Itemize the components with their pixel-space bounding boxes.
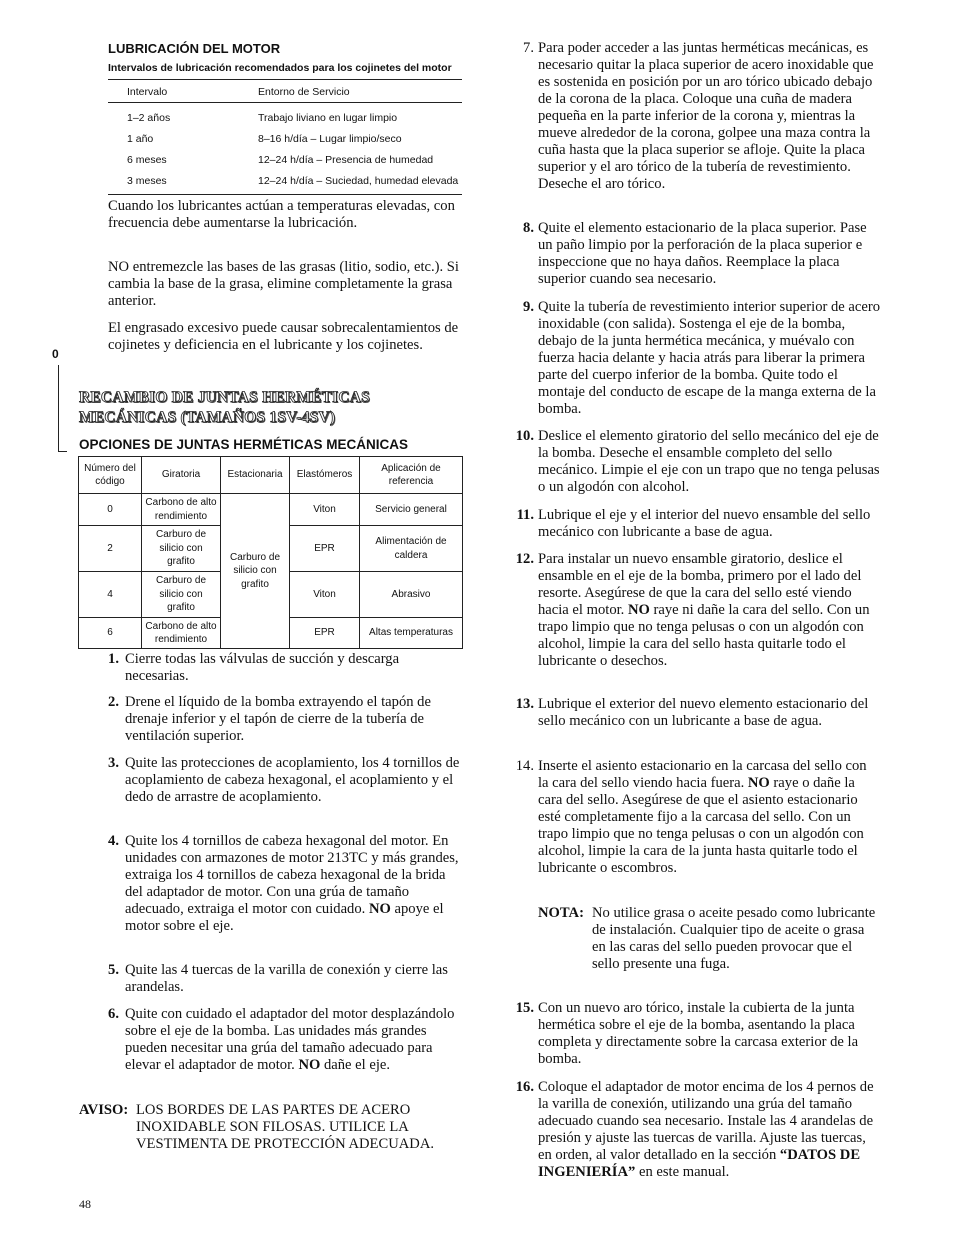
step-text: Quite las 4 tuercas de la varilla de conexión y cierre las arandelas.: [125, 962, 448, 995]
section-title-line: MECÁNICAS (TAMAÑOS 1SV-4SV): [79, 409, 336, 426]
step-text: Lubrique el eje y el interior del nuevo ensamble del sello mecánico con lubricante a base de agua.: [538, 507, 871, 540]
elastomer-cell: Viton: [290, 494, 360, 526]
interval-cell: 6 meses: [127, 154, 167, 166]
step-text: Drene el líquido de la bomba extrayendo el tapón de drenaje inferior y el tapón de cierre de la tubería de ventilación superior.: [125, 694, 431, 744]
elastomer-cell: EPR: [290, 618, 360, 649]
step-item: [79, 962, 465, 996]
step-text: Quite el elemento estacionario de la placa superior. Pase un paño limpio por la perforación de la placa superior e inspeccione que no haya daños. Reemplace la placa superior cuando sea necesario.: [538, 220, 867, 287]
step-item: [510, 40, 880, 193]
step-text-part: dañe el eje.: [320, 1057, 391, 1073]
note-label: NOTA:: [538, 905, 584, 921]
step-item: [510, 507, 880, 541]
interval-cell: 1–2 años: [127, 112, 171, 124]
section-title: [79, 388, 370, 428]
page-number: 48: [79, 1197, 91, 1211]
table-row: [108, 128, 462, 149]
emphasis-no: NO: [627, 602, 650, 618]
interval-cell: 1 año: [127, 133, 154, 145]
service-cell: Trabajo liviano en lugar limpio: [258, 112, 398, 124]
step-number: 13.: [515, 696, 534, 712]
step-text: [125, 1006, 465, 1074]
step-text: Quite las protecciones de acoplamiento, los 4 tornillos de acoplamiento de cabeza hexagonal, el acoplamiento y el dedo de arrastre de acoplamiento.: [125, 755, 460, 805]
step-number: 15.: [515, 1000, 534, 1016]
step-text-part: Inserte el asiento estacionario en la carcasa del sello con la cara del sello viendo hacia fuera.: [538, 758, 867, 791]
step-item: [510, 220, 880, 288]
table-row: [79, 494, 463, 526]
service-cell: 8–16 h/día – Lugar limpio/seco: [258, 133, 402, 145]
step-number: 3.: [108, 755, 119, 771]
interval-cell: 3 meses: [108, 170, 239, 195]
step-number: 10.: [515, 428, 534, 444]
column-header-service: Entorno de Servicio: [239, 80, 462, 103]
step-number: 8.: [523, 220, 534, 236]
elastomer-cell: EPR: [290, 526, 360, 572]
step-text: Cierre todas las válvulas de succión y descarga necesarias.: [125, 651, 400, 684]
rotary-cell: Carbono de alto rendimiento: [142, 618, 221, 649]
rotary-cell: Carburo de silicio con grafito: [142, 526, 221, 572]
code-cell: 4: [79, 572, 142, 618]
warning-label: AVISO:: [79, 1102, 129, 1118]
step-item: [510, 1079, 880, 1181]
paragraph-overgreasing: El engrasado excesivo puede causar sobrecalentamientos de cojinetes y deficiencia en el lubricante y los cojinetes.: [108, 320, 459, 353]
step-text: Lubrique el exterior del nuevo elemento estacionario del sello mecánico con un lubricante a base de agua.: [538, 696, 869, 729]
column-header-rotary: Giratoria: [142, 457, 221, 494]
paragraph-grease-bases: NO entremezcle las bases de las grasas (litio, sodio, etc.). Si cambia la base de la grasa, elimine completamente la grasa anterior.: [108, 259, 459, 309]
table-header-row: [79, 457, 463, 494]
application-cell: Abrasivo: [360, 572, 463, 618]
service-cell: 12–24 h/día – Presencia de humedad: [258, 154, 434, 166]
step-number: 6.: [108, 1006, 119, 1022]
step-item: [510, 428, 880, 496]
step-text: [538, 551, 880, 670]
step-number: 2.: [108, 694, 119, 710]
emphasis-no: “DATOS DE INGENIERÍA”: [538, 1147, 861, 1180]
lubrication-table: [108, 79, 462, 195]
table-row: [108, 149, 462, 170]
code-cell: 6: [79, 618, 142, 649]
step-item: [510, 1000, 880, 1068]
step-number: 5.: [108, 962, 119, 978]
elastomer-cell: Viton: [290, 572, 360, 618]
step-text-part: en este manual.: [635, 1164, 730, 1180]
warning-text: LOS BORDES DE LAS PARTES DE ACERO INOXIDABLE SON FILOSAS. UTILICE LA VESTIMENTA DE PROTECCIÓN ADECUADA.: [136, 1102, 435, 1152]
section-title-line: RECAMBIO DE JUNTAS HERMÉTICAS: [79, 389, 371, 406]
step-number: 14.: [515, 758, 534, 774]
step-text-part: Quite con cuidado el adaptador del motor desplazándolo sobre el eje de la bomba. Las unidades más grandes pueden necesitar una grúa del tamaño adecuado para elevar el adaptador de motor.: [125, 1006, 455, 1073]
step-text-part: Coloque el adaptador de motor encima de los 4 pernos de la varilla de conexión, utilizando una grúa del tamaño adecuado cuando sea necesario. Instale las 4 arandelas de presión y ajuste las tuercas de varilla. Ajuste las tuercas, en orden, al valor detallado en la sección: [538, 1079, 874, 1163]
step-text: [538, 1079, 880, 1181]
service-cell: 12–24 h/día – Suciedad, humedad elevada: [239, 170, 462, 195]
options-title: OPCIONES DE JUNTAS HERMÉTICAS MECÁNICAS: [79, 437, 409, 452]
step-item: [510, 696, 880, 730]
step-text-part: raye o dañe la cara del sello. Asegúrese de que el asiento estacionario esté completamente fijo a la carcasa del sello. Con un trapo limpio que no tenga pelusas o con un algodón con alcohol, limpie la cara de la junta hasta quitarle todo el lubricante o escombros.: [538, 775, 864, 876]
step-item: [79, 694, 465, 745]
application-cell: Altas temperaturas: [360, 618, 463, 649]
table-header-row: [108, 80, 462, 103]
step-text: [125, 833, 465, 935]
step-number: 1.: [108, 651, 119, 667]
application-cell: Alimentación de caldera: [360, 526, 463, 572]
rotary-cell: Carbono de alto rendimiento: [142, 494, 221, 526]
lubrication-title: LUBRICACIÓN DEL MOTOR: [108, 41, 281, 56]
step-text-part: raye ni dañe la cara del sello. Con un trapo limpio que no tenga pelusas o con un algodón con alcohol, limpie la cara del sello hasta quitarle todo el lubricante o desechos.: [538, 602, 870, 669]
step-text-part: Quite los 4 tornillos de cabeza hexagonal del motor. En unidades con armazones de motor 213TC y más grandes, extraiga los 4 tornillos de cabeza hexagonal de la brida del adaptador de motor. Con una grúa de tamaño adecuado, extraiga el motor con cuidado.: [125, 833, 459, 917]
step-item: [79, 1006, 465, 1074]
step-text-part: apoye el motor sobre el eje.: [125, 901, 444, 934]
column-header-stationary: Estacionaria: [221, 457, 290, 494]
stationary-cell: Carburo de silicio con grafito: [221, 494, 290, 649]
step-number: 11.: [516, 507, 534, 523]
emphasis-no: NO: [368, 901, 391, 917]
step-text-part: Para instalar un nuevo ensamble giratorio, deslice el ensamble en el eje de la bomba, primero por el lado del resorte. Asegúrese de que la cara del sello esté viendo hacia el motor.: [538, 551, 862, 618]
code-cell: 0: [79, 494, 142, 526]
column-header-code: Número del código: [79, 457, 142, 494]
code-cell: 2: [79, 526, 142, 572]
step-item: [510, 299, 880, 418]
seal-options-table: [78, 456, 463, 649]
table-row: [108, 170, 462, 195]
step-item: [79, 755, 465, 806]
column-header-application: Aplicación de referencia: [360, 457, 463, 494]
column-header-interval: Intervalo: [108, 80, 239, 103]
application-cell: Servicio general: [360, 494, 463, 526]
step-text: Quite la tubería de revestimiento interior superior de acero inoxidable (con salida). Sostenga el eje de la bomba, debajo de la junta hermética mecánica, y muévalo con fuerza hacia delante y hacia atrás para liberar la primera parte del cuerpo inferior de la bomba. Quite todo el montaje del conducto de escape de la manga externa de la bomba.: [538, 299, 881, 417]
paragraph-temperature: Cuando los lubricantes actúan a temperaturas elevadas, con frecuencia debe aumentarse la lubricación.: [108, 198, 455, 231]
column-header-elastomers: Elastómeros: [290, 457, 360, 494]
step-number: 4.: [108, 833, 119, 849]
step-text: Para poder acceder a las juntas herméticas mecánicas, es necesario quitar la placa superior de acero inoxidable que es sostenida en posición por un aro tórico ubicado debajo de la corona de la placa. Coloque una cuña de madera pequeña en la parte inferior de la corona y, mientras la mueve alrededor de la corona, golpee una maza contra la cuña hasta que la placa superior se afloje. Quite la placa superior y el aro tórico de la tubería de revestimiento. Deseche el aro tórico.: [538, 40, 874, 192]
emphasis-no: NO: [747, 775, 770, 791]
revision-bracket: [58, 365, 67, 452]
step-number: 7.: [523, 40, 534, 56]
step-number: 16.: [515, 1079, 534, 1095]
step-text: Con un nuevo aro tórico, instale la cubierta de la junta hermética sobre el eje de la bomba, asentando la placa completa y directamente sobre la carcasa exterior de la bomba.: [538, 1000, 859, 1067]
note-text: No utilice grasa o aceite pesado como lubricante de instalación. Cualquier tipo de aceite o grasa en las caras del sello pueden provocar que el sello presente una fuga.: [592, 905, 876, 972]
revision-marker: 0: [52, 347, 59, 361]
step-item: [79, 833, 465, 935]
step-item: [510, 758, 880, 877]
lubrication-subtitle: Intervalos de lubricación recomendados para los cojinetes del motor: [108, 62, 452, 74]
step-number: 9.: [523, 299, 534, 315]
step-item: [510, 551, 880, 670]
step-text: Deslice el elemento giratorio del sello mecánico del eje de la bomba. Deseche el ensamble completo del sello mecánico. Limpie el eje con un trapo que no tenga pelusas o un algodón con alcohol.: [538, 428, 880, 495]
step-text: [538, 758, 880, 877]
step-number: 12.: [515, 551, 534, 567]
table-row: [108, 103, 462, 129]
rotary-cell: Carburo de silicio con grafito: [142, 572, 221, 618]
step-item: [79, 651, 465, 685]
emphasis-no: NO: [298, 1057, 321, 1073]
